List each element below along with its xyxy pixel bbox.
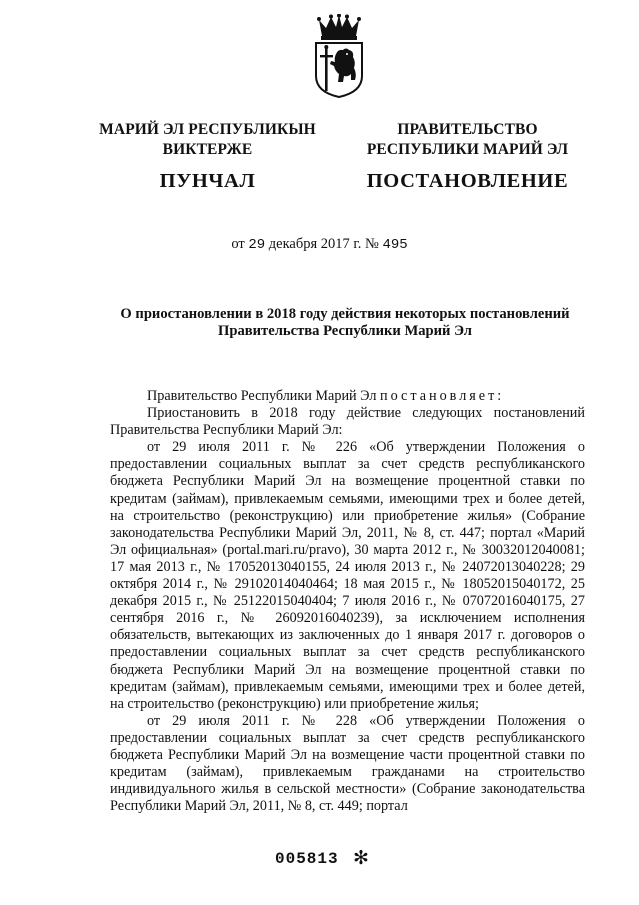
date-day: 29 [248, 237, 266, 253]
serial-number: 005813 [275, 850, 339, 868]
date-line [0, 236, 639, 253]
header-left-line2: ВИКТЕРЖЕ [162, 141, 253, 158]
header-left-line1: МАРИЙ ЭЛ РЕСПУБЛИКЫН [99, 121, 316, 138]
document-title [100, 306, 590, 340]
document-body [110, 388, 585, 815]
coat-of-arms-icon [310, 14, 368, 98]
decree-lead: Правительство Республики Марий Эл [147, 388, 377, 404]
asterisk-mark-icon: ✻ [353, 847, 369, 869]
header-right-line1: ПРАВИТЕЛЬСТВО [397, 121, 538, 138]
paragraph-resolution-228: от 29 июля 2011 г. № 228 «Об утверждении Положения о предоставлении социальных выплат за счет средств республиканского бюджета Республики Марий Эл на возмещение части процентной ставки по кредитам (займам), привлекаемым гражданами на строительство индивидуального жилья в сельской местности» (Собрание законодательства Республики Марий Эл, 2011, № 8, ст. 449; портал [110, 712, 585, 815]
document-number: 495 [382, 237, 408, 253]
header-right-line2: РЕСПУБЛИКИ МАРИЙ ЭЛ [366, 141, 569, 158]
header-left [95, 120, 320, 193]
title-line2: Правительства Республики Марий Эл [218, 323, 472, 339]
header-right-doc-type: ПОСТАНОВЛЕНИЕ [366, 170, 569, 192]
paragraph-resolution-226: от 29 июля 2011 г. № 226 «Об утверждении Положения о предоставлении социальных выплат за счет средств республиканского бюджета Республики Марий Эл на возмещение процентной ставки по кредитам (займам), привлекаемым семьями, имеющими трех и более детей, на строительство (реконструкцию) или приобретение жилья» (Собрание законодательства Республики Марий Эл, 2011, № 8, ст. 447; портал «Марий Эл официальная» (portal.mari.ru/pravo), 30 марта 2012 г., № 30032012040081; 17 мая 2013 г., № 17052013040155, 24 июля 2013 г., № 24072013040228; 29 октября 2014 г., № 29102014040464; 18 мая 2015 г., № 18052015040172, 25 декабря 2015 г., № 25122015040404; 7 июля 2016 г., № 07072016040175, 27 сентября 2016 г., № 26092016040239), за исключением исполнения обязательств, вытекающих из заключенных до 1 января 2017 г. договоров о предоставлении социальных выплат за счет средств республиканского бюджета Республики Марий Эл на возмещение процентной ставки по кредитам (займам), привлекаемым семьями, имеющими трех и более детей, на строительство (реконструкцию) или приобретение жилья; [110, 439, 585, 712]
title-line1: О приостановлении в 2018 году действия некоторых постановлений [120, 306, 570, 322]
paragraph-decree [110, 388, 585, 405]
paragraph-suspend: Приостановить в 2018 году действие следующих постановлений Правительства Республики Марий Эл: [110, 405, 585, 439]
header-right [360, 120, 575, 193]
date-month-year: декабря 2017 г. № [268, 236, 379, 252]
header-left-doc-type: ПУНЧАЛ [159, 170, 256, 192]
decree-verb: постановляет: [379, 388, 505, 404]
date-prefix: от [231, 236, 245, 252]
